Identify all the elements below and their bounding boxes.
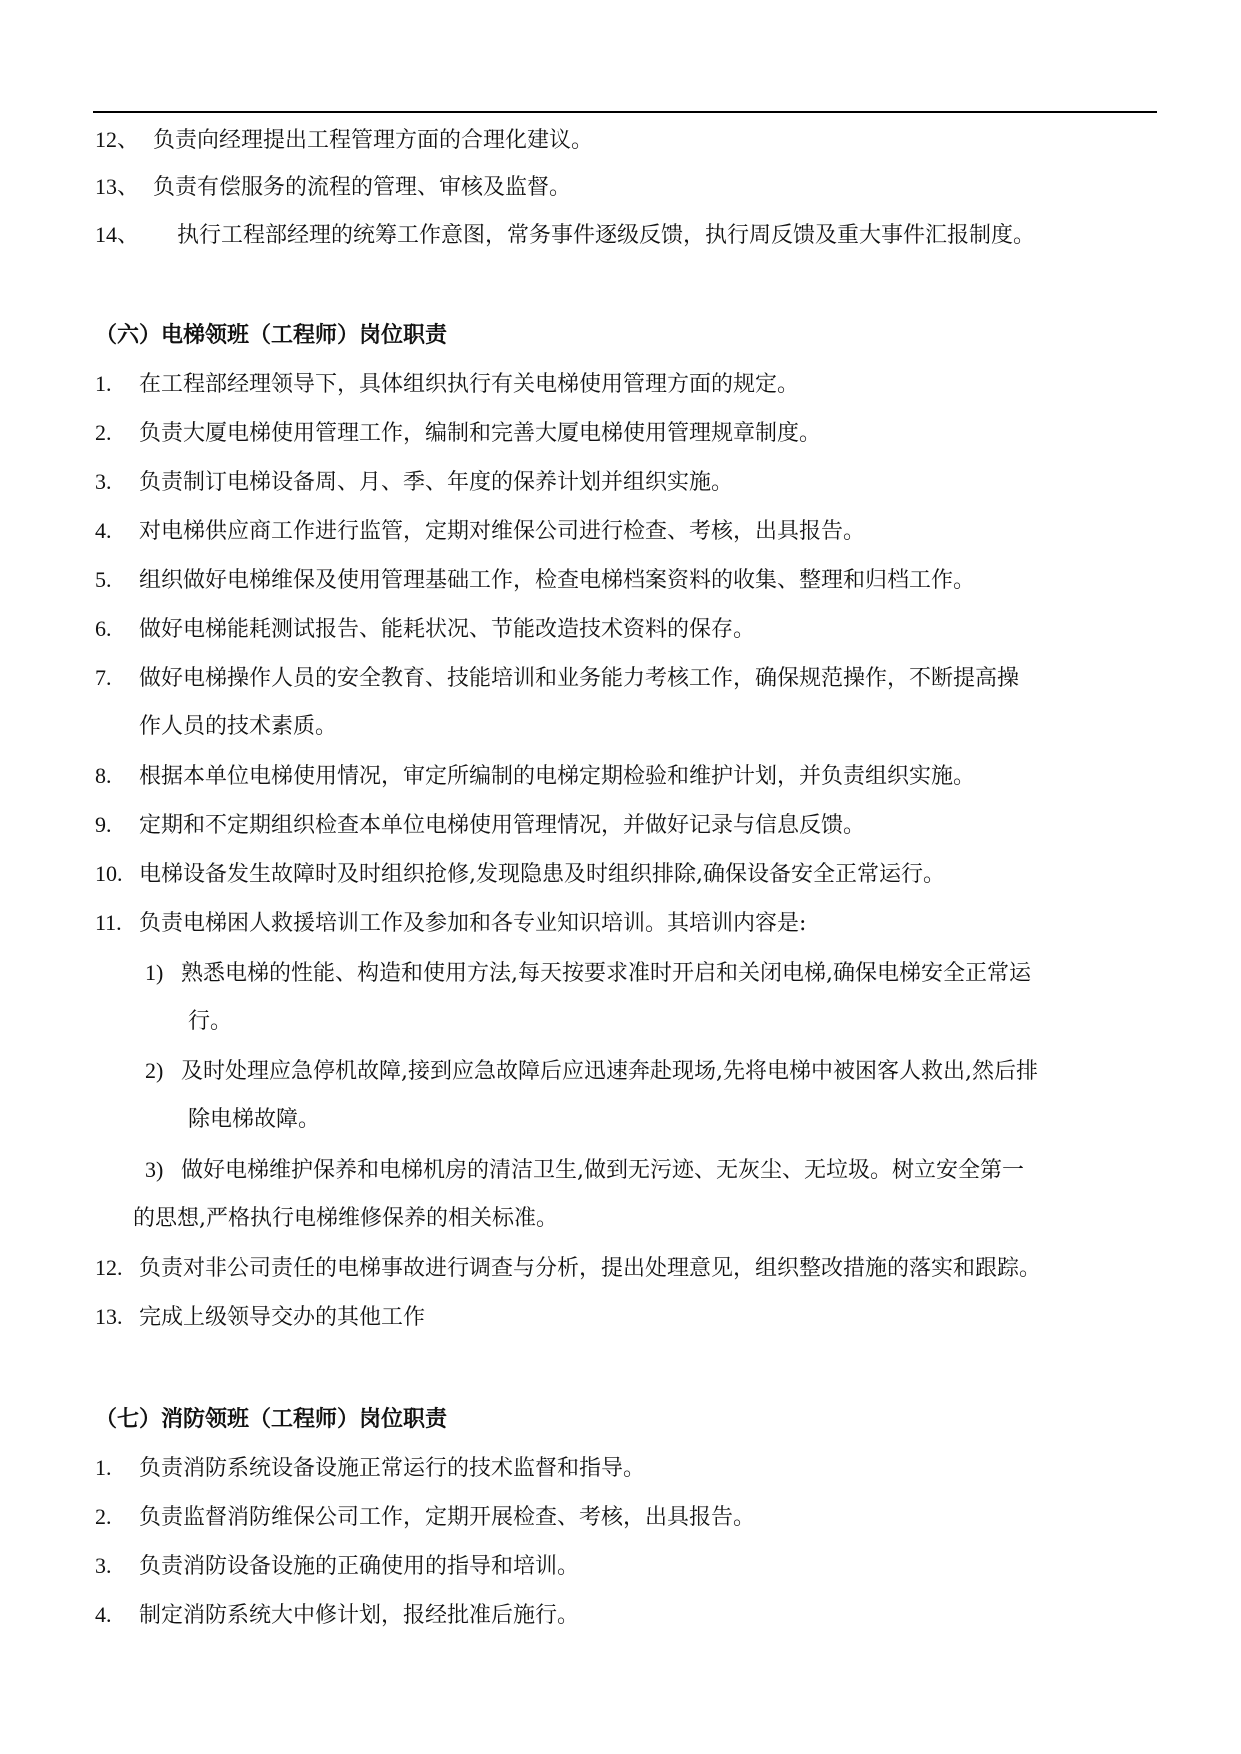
item-text: 负责大厦电梯使用管理工作，编制和完善大厦电梯使用管理规章制度。 (139, 421, 822, 446)
item-text: 组织做好电梯维保及使用管理基础工作，检查电梯档案资料的收集、整理和归档工作。 (139, 568, 976, 593)
item-text: 负责消防系统设备设施正常运行的技术监督和指导。 (139, 1456, 646, 1481)
sub-list-item-continuation: 除电梯故障。 (188, 1107, 321, 1132)
sub-item-text: 熟悉电梯的性能、构造和使用方法,每天按要求准时开启和关闭电梯,确保电梯安全正常运 (181, 961, 1031, 986)
item-number: 2. (95, 420, 112, 445)
item-number: 13、 (95, 174, 140, 199)
sub-item-number: 2) (145, 1058, 164, 1083)
item-text: 负责电梯困人救援培训工作及参加和各专业知识培训。其培训内容是: (139, 911, 807, 936)
sub-item-number: 1) (145, 960, 164, 985)
list-item (95, 1253, 1041, 1283)
item-text: 负责消防设备设施的正确使用的指导和培训。 (139, 1554, 580, 1579)
item-number: 11. (95, 910, 122, 935)
list-item (95, 859, 945, 889)
item-number: 10. (95, 861, 123, 886)
item-number: 9. (95, 812, 112, 837)
item-text: 执行工程部经理的统筹工作意图，常务事件逐级反馈，执行周反馈及重大事件汇报制度。 (177, 223, 1036, 248)
list-item (95, 1502, 755, 1532)
item-number: 6. (95, 616, 112, 641)
item-text: 做好电梯操作人员的安全教育、技能培训和业务能力考核工作，确保规范操作，不断提高操 (139, 666, 1020, 691)
list-item (95, 810, 865, 840)
item-text: 根据本单位电梯使用情况，审定所编制的电梯定期检验和维护计划，并负责组织实施。 (139, 764, 976, 789)
sub-item-text: 做好电梯维护保养和电梯机房的清洁卫生,做到无污迹、无灰尘、无垃圾。树立安全第一 (181, 1158, 1024, 1183)
item-number: 13. (95, 1304, 123, 1329)
item-text: 做好电梯能耗测试报告、能耗状况、节能改造技术资料的保存。 (139, 617, 756, 642)
header-rule (93, 111, 1157, 113)
list-item (95, 1302, 425, 1332)
sub-item-text: 及时处理应急停机故障,接到应急故障后应迅速奔赴现场,先将电梯中被困客人救出,然后排 (181, 1059, 1038, 1084)
list-item (95, 172, 571, 202)
list-item (95, 125, 593, 155)
item-number: 14、 (95, 222, 140, 247)
list-item (95, 418, 821, 448)
item-text: 定期和不定期组织检查本单位电梯使用管理情况，并做好记录与信息反馈。 (139, 813, 866, 838)
sub-list-item (145, 1155, 1024, 1185)
list-item (95, 220, 1035, 250)
item-number: 2. (95, 1504, 112, 1529)
item-text: 在工程部经理领导下，具体组织执行有关电梯使用管理方面的规定。 (139, 372, 800, 397)
item-text: 负责对非公司责任的电梯事故进行调查与分析，提出处理意见，组织整改措施的落实和跟踪。 (139, 1256, 1042, 1281)
item-number: 4. (95, 518, 112, 543)
list-item (95, 761, 975, 791)
section-heading: （六）电梯领班（工程师）岗位职责 (95, 322, 448, 348)
list-item (95, 467, 733, 497)
sub-item-number: 3) (145, 1157, 164, 1182)
item-text: 负责制订电梯设备周、月、季、年度的保养计划并组织实施。 (139, 470, 734, 495)
sub-list-item-continuation: 行。 (188, 1009, 233, 1034)
list-item (95, 1600, 579, 1630)
item-number: 12. (95, 1255, 123, 1280)
sub-list-item (145, 1056, 1038, 1086)
item-number: 1. (95, 1455, 112, 1480)
list-item-continuation: 作人员的技术素质。 (139, 714, 338, 739)
sub-list-item-continuation: 的思想,严格执行电梯维修保养的相关标准。 (133, 1206, 558, 1231)
list-item (95, 516, 865, 546)
item-number: 4. (95, 1602, 112, 1627)
list-item (95, 1453, 645, 1483)
item-text: 负责向经理提出工程管理方面的合理化建议。 (153, 128, 594, 153)
item-number: 12、 (95, 127, 140, 152)
item-number: 5. (95, 567, 112, 592)
sub-list-item (145, 958, 1031, 988)
item-text: 电梯设备发生故障时及时组织抢修,发现隐患及时组织排除,确保设备安全正常运行。 (139, 862, 945, 887)
item-number: 1. (95, 371, 112, 396)
item-number: 3. (95, 1553, 112, 1578)
item-text: 负责有偿服务的流程的管理、审核及监督。 (153, 175, 572, 200)
item-number: 8. (95, 763, 112, 788)
list-item (95, 614, 755, 644)
item-text: 制定消防系统大中修计划，报经批准后施行。 (139, 1603, 580, 1628)
list-item (95, 369, 799, 399)
item-number: 7. (95, 665, 112, 690)
list-item (95, 908, 806, 938)
section-heading: （七）消防领班（工程师）岗位职责 (95, 1406, 448, 1432)
item-text: 负责监督消防维保公司工作，定期开展检查、考核，出具报告。 (139, 1505, 756, 1530)
item-text: 对电梯供应商工作进行监管，定期对维保公司进行检查、考核，出具报告。 (139, 519, 866, 544)
item-number: 3. (95, 469, 112, 494)
item-text: 完成上级领导交办的其他工作 (139, 1305, 426, 1330)
list-item (95, 1551, 579, 1581)
list-item (95, 663, 1019, 693)
list-item (95, 565, 975, 595)
